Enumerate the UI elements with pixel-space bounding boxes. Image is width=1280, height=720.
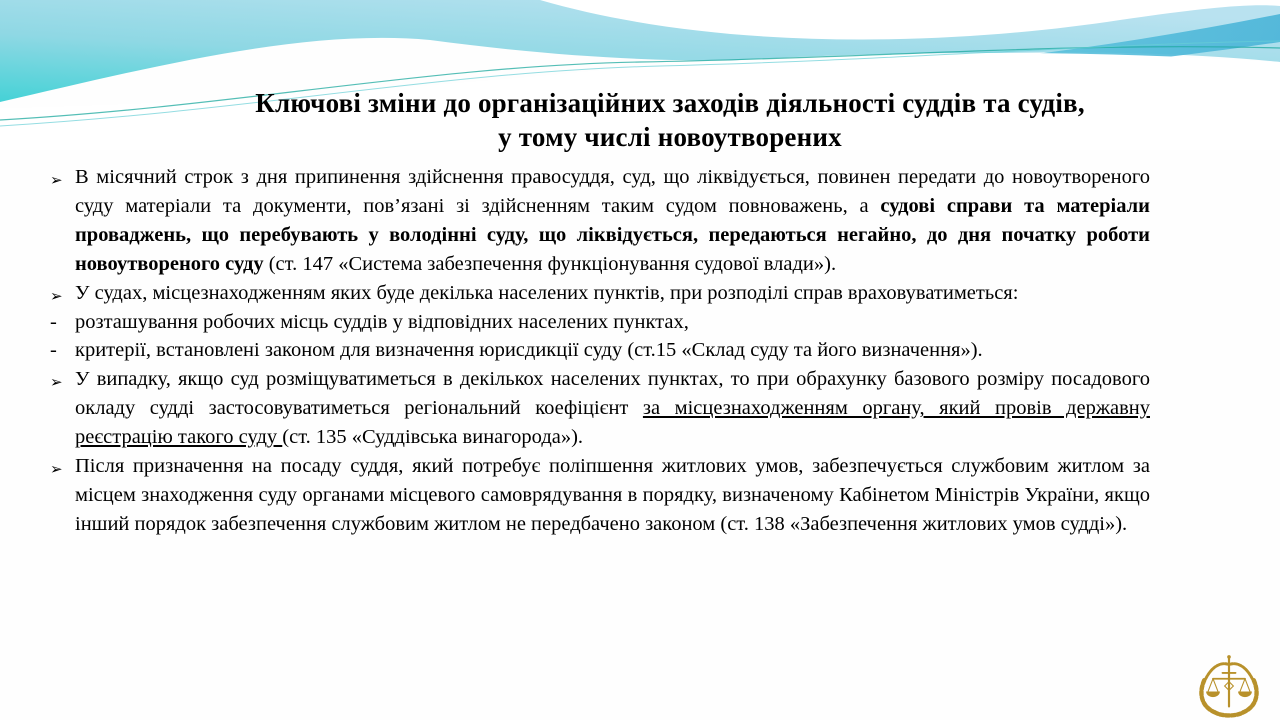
text-segment-bold: судові справи та матеріали проваджень, що перебувають у володінні суду, що ліквідується, передаються негайно, до дня початку роботи новоутвореного суду [75,194,1150,275]
bullet-arrow-icon: ➢ [50,286,63,305]
dash-item [50,308,1150,337]
bullet-arrow-icon: ➢ [50,171,63,189]
dash-marker: - [50,310,57,333]
bullet-arrow-icon: ➢ [50,460,63,479]
slide-body [50,163,1150,539]
bullet-item [50,163,1150,279]
dash-marker: - [50,339,57,362]
text-segment: Після призначення на посаду суддя, який потребує поліпшення житлових умов, забезпечується службовим житлом за місцем знаходження суду органами місцевого самоврядування в порядку, визначеному Кабінетом Міністрів України, якщо інший порядок забезпечення службовим житлом не передбачено законом (ст. 138 «Забезпечення житлових умов судді»). [75,455,1150,535]
dash-item [50,336,1150,365]
text-segment-underline: за місцезнаходженням органу, який провів державну реєстрацію такого суду [75,397,1150,449]
text-segment: розташування робочих місць суддів у відповідних населених пунктах, [75,310,689,333]
text-segment: (ст. 147 «Система забезпечення функціонування судової влади»). [263,252,837,275]
bullet-item [50,365,1150,452]
text-segment: У випадку, якщо суд розміщуватиметься в декількох населених пунктах, то при обрахунку базового розміру посадового окладу судді застосовуватиметься регіональний коефіцієнт [75,368,1150,420]
bullet-item [50,279,1150,308]
text-segment: (ст. 135 «Суддівська винагорода»). [282,426,584,449]
bullet-item [50,452,1150,539]
text-segment: критерії, встановлені законом для визначення юрисдикції суду (ст.15 «Склад суду та його визначення»). [75,339,983,362]
bullet-arrow-icon: ➢ [50,373,63,392]
text-segment: У судах, місцезнаходженням яких буде декілька населених пунктів, при розподілі справ враховуватиметься: [75,281,1019,304]
title-line-2: у тому числі новоутворених [498,122,842,152]
title-line-1: Ключові зміни до організаційних заходів діяльності суддів та судів, [255,88,1085,118]
slide-title [110,86,1230,154]
judiciary-emblem-logo [1188,654,1270,718]
text-segment: В місячний строк з дня припинення здійснення правосуддя, суд, що ліквідується, повинен передати до новоутвореного суду матеріали та документи, пов’язані зі здійсненням таким судом повноважень, а [75,166,1150,217]
